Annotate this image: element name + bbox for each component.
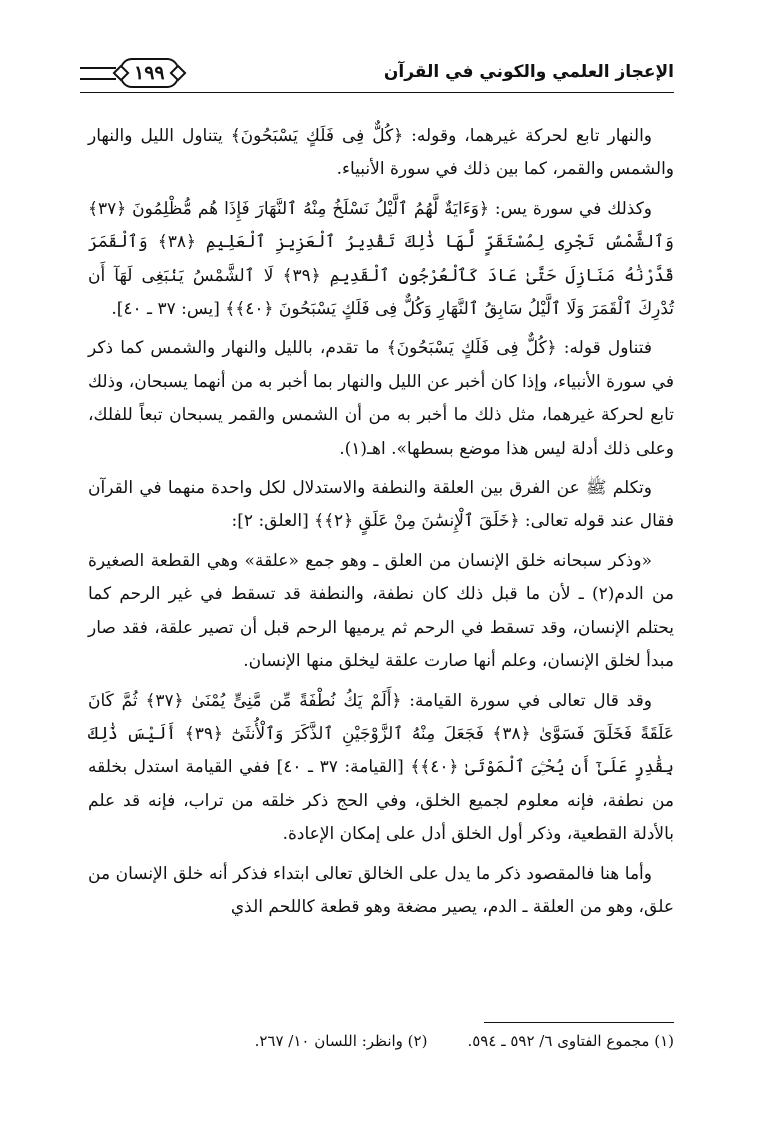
page-number-ornament [80, 58, 183, 88]
footnote-rule [484, 1022, 674, 1023]
paragraph-1: والنهار تابع لحركة غيرهما، وقوله: ﴿كُلٌّ فِى فَلَكٍ يَسْبَحُونَ﴾ يتناول الليل والنهار والشمس والقمر، كما بين ذلك في سورة الأنبياء. [88, 126, 674, 180]
paragraph-5: «وذكر سبحانه خلق الإنسان من العلق ـ وهو جمع «علقة» وهي القطعة الصغيرة من الدم(٢) ـ لأن ما قبل ذلك كان نطفة، والنطفة قد تسقط في غير الرحم كما يحتلم الإنسان، وقد تسقط في الرحم ثم يرميها الرحم قبل أن تصير علقة، فقد صار مبدأ لخلق الإنسان، وعلم أنها صارت علقة ليخلق منها الإنسان. [88, 550, 675, 672]
paragraph-3: فتناول قوله: ﴿كُلٌّ فِى فَلَكٍ يَسْبَحُونَ﴾ ما تقدم، بالليل والنهار والشمس كما ذكر في سورة الأنبياء، وإذا كان أخبر عن الليل والنهار بما أخبر به من أنهما يسبحان، وذلك تابع لحركة غيرهما، مثل ذلك ما أخبر به من أن الشمس والقمر يسبحان تبعاً للفلك، وعلى ذلك أدلة ليس هذا موضع بسطها». اهـ(١). [88, 338, 674, 459]
page-number: ١٩٩ [120, 58, 179, 88]
page-body [88, 120, 674, 930]
header-rule [80, 92, 674, 93]
ornament-lines [80, 67, 116, 80]
page-header [88, 58, 674, 98]
paragraph-6: وقد قال تعالى في سورة القيامة: ﴿أَلَمْ يَكُ نُطْفَةً مِّن مَّنِىٍّ يُمْنَىٰ ﴿٣٧﴾ ثُمَّ كَانَ عَلَقَةً فَخَلَقَ فَسَوَّىٰ ﴿٣٨﴾ فَجَعَلَ مِنْهُ ٱلزَّوْجَيْنِ ٱلذَّكَرَ وَٱلْأُنثَىٰٓ ﴿٣٩﴾ أَلَيْسَ ذَٰلِكَ بِقَٰدِرٍ عَلَىٰٓ أَن يُحْـِۧىَ ٱلْمَوْتَىٰ ﴿٤٠﴾﴾ [القيامة: ٣٧ ـ ٤٠] ففي القيامة استدل بخلقه من نطفة، فإنه معلوم لجميع الخلق، وفي الحج ذكر خلقه من تراب، فإنه قد علم بالأدلة القطعية، وذكر أول الخلق أدل على إمكان الإعادة. [88, 690, 674, 845]
paragraph-4: وتكلم ﷺ عن الفرق بين العلقة والنطفة والاستدلال لكل واحدة منهما في القرآن فقال عند قوله تعالى: ﴿خَلَقَ ٱلْإِنسَٰنَ مِنْ عَلَقٍ ﴿٢﴾﴾ [العلق: ٢]: [88, 478, 674, 532]
running-title: الإعجاز العلمي والكوني في القرآن [383, 62, 674, 82]
paragraph-2: وكذلك في سورة يس: ﴿وَءَايَةٌ لَّهُمُ ٱلَّيْلُ نَسْلَخُ مِنْهُ ٱلنَّهَارَ فَإِذَا هُم مُّظْلِمُونَ ﴿٣٧﴾ وَٱلشَّمْسُ تَجْرِى لِمُسْتَقَرٍّ لَّهَا ذَٰلِكَ تَقْدِيرُ ٱلْعَزِيزِ ٱلْعَلِيمِ ﴿٣٨﴾ وَٱلْقَمَرَ قَدَّرْنَٰهُ مَنَازِلَ حَتَّىٰ عَادَ كَٱلْعُرْجُونِ ٱلْقَدِيمِ ﴿٣٩﴾ لَا ٱلشَّمْسُ يَنۢبَغِى لَهَآ أَن تُدْرِكَ ٱلْقَمَرَ وَلَا ٱلَّيْلُ سَابِقُ ٱلنَّهَارِ وَكُلٌّ فِى فَلَكٍ يَسْبَحُونَ ﴿٤٠﴾﴾ [يس: ٣٧ ـ ٤٠]. [88, 198, 674, 320]
footnotes [88, 1028, 674, 1054]
footnote-2: (٢) وانظر: اللسان ١٠/ ٢٦٧. [254, 1032, 428, 1050]
paragraph-7: وأما هنا فالمقصود ذكر ما يدل على الخالق تعالى ابتداء فذكر أنه خلق الإنسان من علق، وهو من العلقة ـ الدم، يصير مضغة وهو قطعة كاللحم الذي [88, 863, 674, 917]
footnote-1: (١) مجموع الفتاوى ٦/ ٥٩٢ ـ ٥٩٤. [467, 1032, 674, 1050]
